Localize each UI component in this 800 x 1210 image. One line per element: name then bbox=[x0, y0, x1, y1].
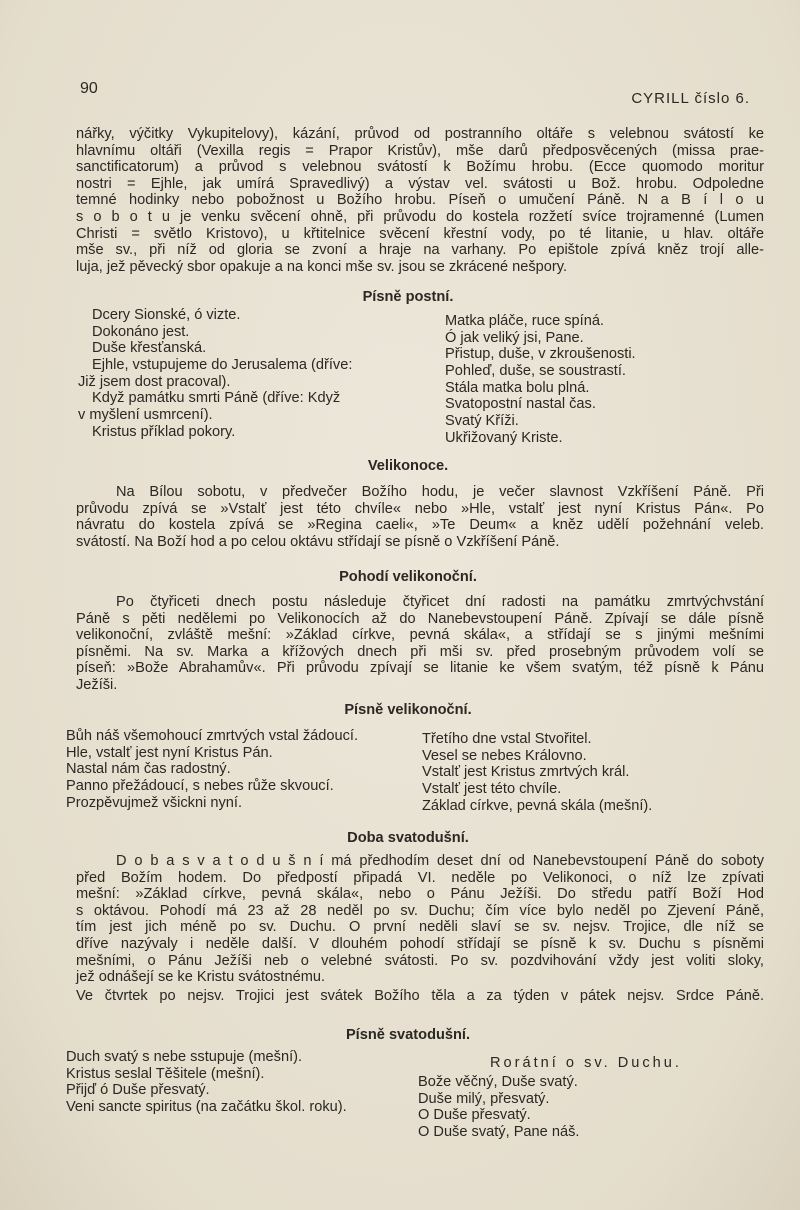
song-title: Ó jak veliký jsi, Pane. bbox=[445, 329, 584, 346]
list-pisne-svatodusni-left bbox=[66, 1049, 347, 1116]
text-line: Po čtyřiceti dnech postu následuje čtyřicet dní radosti na památku zmrtvýchvstání bbox=[116, 594, 764, 610]
velikonoce-paragraph bbox=[76, 484, 764, 550]
song-title: Bože věčný, Duše svatý. bbox=[418, 1074, 578, 1090]
text-line: tím jest jich méně po sv. Duchu. O první neděli slaví se sv. nejsv. Trojice, dle níž se bbox=[76, 919, 764, 936]
song-title: Kristus seslal Těšitele (mešní). bbox=[66, 1065, 265, 1082]
song-title: Dcery Sionské, ó vizte. bbox=[92, 307, 241, 323]
text-line: Christi = světlo Kristovo), u křtitelnice svěcení křestní vody, po té litanie, u hlav. oltáře bbox=[76, 225, 764, 242]
song-title: O Duše svatý, Pane náš. bbox=[418, 1124, 580, 1141]
song-title: Vesel se nebes Královno. bbox=[422, 747, 587, 764]
song-title: Ejhle, vstupujeme do Jerusalema (dříve: bbox=[92, 357, 353, 374]
heading-pisne-velikonocni: Písně velikonoční. bbox=[344, 702, 472, 718]
text-line: Ježíši. bbox=[76, 676, 118, 693]
heading-pisne-postni: Písně postní. bbox=[362, 289, 454, 305]
song-title: Dokonáno jest. bbox=[92, 323, 190, 340]
text-line: Ve čtvrtek po nejsv. Trojici jest svátek Božího těla a za týden v pátek nejsv. Srdce Páně. bbox=[76, 988, 764, 1004]
text-line: temné hodinky nebo pobožnost u Božího hrobu. Píseň o umučení Páně. N a B í l o u bbox=[76, 192, 764, 209]
doba-svatodusni-paragraph-2 bbox=[76, 988, 764, 1005]
running-head: CYRILL číslo 6. bbox=[631, 90, 750, 107]
text-line: nářky, výčitky Vykupitelovy), kázání, průvod od postranního oltáře s velebnou svátostí ke bbox=[76, 126, 764, 142]
song-title: Přistup, duše, v zkroušenosti. bbox=[445, 346, 636, 363]
pohodi-paragraph bbox=[76, 594, 764, 694]
song-title: Vstalť jest této chvíle. bbox=[422, 781, 562, 798]
text-line: D o b a s v a t o d u š n í má předhodím deset dní od Nanebevstoupení Páně do soboty bbox=[116, 853, 764, 869]
text-line: mešními, o Pánu Ježíši neb o velebné svátosti. Po sv. pozdvihování vždy jest voliti sloky, bbox=[76, 952, 764, 969]
song-title: Panno přežádoucí, s nebes růže skvoucí. bbox=[66, 778, 334, 795]
list-pisne-postni-right bbox=[445, 313, 636, 447]
rorate-title: Rorátní o sv. Duchu. bbox=[490, 1055, 682, 1071]
heading-doba-svatodusni: Doba svatodušní. bbox=[347, 830, 469, 846]
text-line: návratu do kostela zpívá se »Regina caeli«, »Te Deum« a kněz udělí požehnání veleb. bbox=[76, 517, 764, 534]
doba-svatodusni-paragraph bbox=[76, 853, 764, 986]
page-number: 90 bbox=[80, 80, 98, 97]
song-title: Když památku smrti Páně (dříve: Když bbox=[92, 390, 341, 407]
heading-velikonoce: Velikonoce. bbox=[367, 458, 449, 474]
text-line: hlavnímu oltáři (Vexilla regis = Prapor Kristův), mše darů předposvěcených (missa prae- bbox=[76, 142, 764, 159]
song-title: Bůh náš všemohoucí zmrtvých vstal žádoucí. bbox=[66, 728, 359, 744]
heading-pohodi-velikonocni: Pohodí velikonoční. bbox=[339, 569, 477, 585]
song-title: Hle, vstalť jest nyní Kristus Pán. bbox=[66, 744, 273, 761]
song-title: Duše křesťanská. bbox=[92, 340, 207, 357]
song-title: Kristus příklad pokory. bbox=[92, 423, 236, 440]
text-line: velikonoční, zvláště mešní: »Základ církve, pevná skála«, a střídají se s jinými mešními bbox=[76, 627, 764, 644]
song-title: Duch svatý s nebe sstupuje (mešní). bbox=[66, 1049, 303, 1065]
song-title: Svatopostní nastal čas. bbox=[445, 396, 596, 413]
text-line: luja, jež pěvecký sbor opakuje a na konci mše sv. jsou se zkrácené nešpory. bbox=[76, 258, 568, 275]
song-title: Nastal nám čas radostný. bbox=[66, 761, 231, 778]
text-line: s oktávou. Pohodí má 23 až 28 neděl po sv. Duchu; čím více bylo neděl po Zjevení Páně, bbox=[76, 902, 764, 919]
text-line: nostri = Ejhle, jak umírá Spravedlivý) a výstav vel. svátosti u Bož. hrobu. Odpoledne bbox=[76, 175, 764, 192]
song-title: Matka pláče, ruce spíná. bbox=[445, 313, 604, 329]
song-title: v myšlení usmrcení). bbox=[78, 407, 213, 424]
song-title: Vstalť jest Kristus zmrtvých král. bbox=[422, 764, 630, 781]
song-title: Stála matka bolu plná. bbox=[445, 379, 590, 396]
text-line: sanctificatorum) a průvod s velebnou svátostí k Božímu hrobu. (Ecce quomodo moritur bbox=[76, 159, 764, 176]
song-title: Již jsem dost pracoval). bbox=[78, 373, 231, 390]
song-title: Svatý Kříži. bbox=[445, 413, 519, 430]
list-pisne-svatodusni-right bbox=[418, 1074, 579, 1141]
song-title: Prozpěvujmež všickni nyní. bbox=[66, 794, 243, 811]
song-title: Ukřižovaný Kriste. bbox=[445, 429, 563, 446]
song-title: Základ církve, pevná skála (mešní). bbox=[422, 797, 653, 814]
song-title: Duše milý, přesvatý. bbox=[418, 1090, 550, 1107]
text-line: písněmi. Na sv. Marka a křížových dnech při mši sv. před prosebným průvodem volí se bbox=[76, 643, 764, 660]
list-pisne-velikonocni-left bbox=[66, 728, 358, 811]
text-line: Na Bílou sobotu, v předvečer Božího hodu, je večer slavnost Vzkříšení Páně. Při bbox=[116, 484, 764, 500]
song-title: Přijď ó Duše přesvatý. bbox=[66, 1082, 210, 1099]
heading-pisne-svatodusni: Písně svatodušní. bbox=[345, 1027, 471, 1043]
song-title: O Duše přesvatý. bbox=[418, 1107, 531, 1124]
text-line: jež odnášejí se ke Kristu svátostnému. bbox=[76, 969, 326, 986]
text-line: dříve nazývaly i neděle další. V dlouhém pohodí střídají se písně k sv. Duchu s písněmi bbox=[76, 935, 764, 952]
text-line: s o b o t u je venku svěcení ohně, při průvodu do kostela rozžetí svíce trojramenné (Lumen bbox=[76, 208, 764, 225]
text-line: průvodu zpívá se »Vstalť jest této chvíle« nebo »Hle, vstalť jest nyní Kristus Pán«. Po bbox=[76, 500, 764, 517]
text-line: Páně s pěti nedělemi po Velikonocích až do Nanebevstoupení Páně. Zpívají se dále písně bbox=[76, 610, 764, 627]
song-title: Veni sancte spiritus (na začátku škol. roku). bbox=[66, 1099, 347, 1116]
song-title: Pohleď, duše, se soustrastí. bbox=[445, 363, 626, 380]
text-line: mešní: »Základ církve, pevná skála«, nebo o Pánu Ježíši. Do středu patří Boží Hod bbox=[76, 886, 764, 903]
intro-paragraph bbox=[76, 126, 764, 275]
text-line: svátostí. Na Boží hod a po celou oktávu střídají se písně o Vzkříšení Páně. bbox=[76, 533, 560, 550]
text-line: píseň: »Bože Abrahamův«. Při průvodu zpívají se litanie ke všem svatým, též písně k Pánu bbox=[76, 660, 764, 677]
list-pisne-postni-left bbox=[78, 307, 352, 441]
text-line: před Božím hodem. Do předpostí připadá VI. neděle po Velikonoci, o níž lze zpívati bbox=[76, 869, 764, 886]
song-title: Třetího dne vstal Stvořitel. bbox=[422, 731, 592, 747]
list-pisne-velikonocni-right bbox=[422, 731, 652, 814]
text-line: mše sv., při níž od gloria se zvoní a hraje na varhany. Po epištole zpívá kněz trojí alle- bbox=[76, 242, 764, 259]
